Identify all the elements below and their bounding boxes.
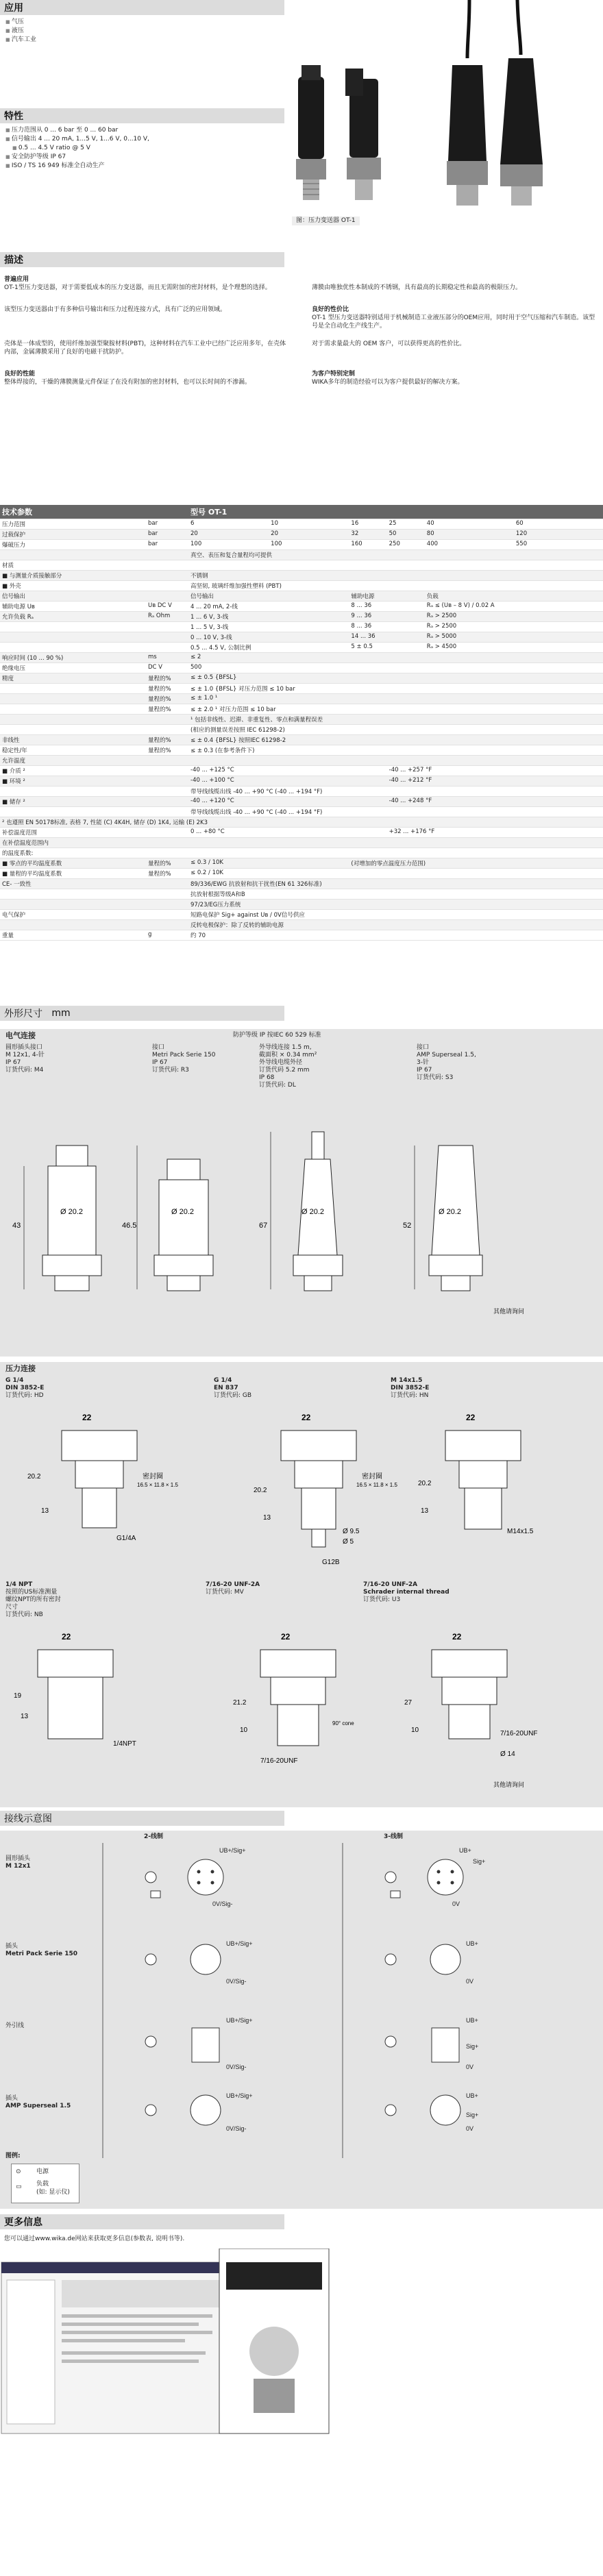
electrical-title: 电气连接 — [5, 1031, 36, 1040]
pin-label: UB+/Sig+ — [219, 1847, 246, 1854]
dim-label: 20.2 — [254, 1487, 267, 1494]
spec-unit: 量程的% — [146, 868, 188, 878]
row-text: M 12x1 — [5, 1863, 31, 1870]
spec-label: 允许负载 Rₐ — [0, 611, 146, 621]
conn-text: DIN 3852-E — [391, 1385, 430, 1391]
spec-cell: 160 — [349, 539, 386, 549]
feature-item: ■ ISO / TS 16 949 标准全自动生产 — [5, 162, 284, 171]
app-item: ■ 液压 — [5, 27, 603, 36]
spec-note: ² 也遵照 EN 50178标准, 表格 7, 性能 (C) 4K4H, 储存 (D) 1K4, 运输 (E) 2K3 — [0, 817, 603, 827]
legend-load-icon: ▭ — [16, 2183, 22, 2190]
conn-text: 订货代码 5.2 mm — [259, 1067, 310, 1074]
height-label-3: 67 — [259, 1222, 268, 1230]
spec-value: 高坚韧, 玻璃纤维加强性塑料 (PBT) — [188, 580, 603, 591]
spec-cell: 40 — [425, 519, 514, 529]
pconn-nb-info — [5, 1581, 61, 1619]
key-size-6: 22 — [452, 1632, 462, 1642]
spec-cell: 0 ... 10 V, 3-线 — [188, 632, 349, 642]
legend-load-note: (如: 显示仪) — [36, 2189, 70, 2196]
spec-value: -40 ... +248 °F — [387, 796, 603, 806]
spec-value: ≤ ± 0.3 (在参考条件下) — [188, 745, 603, 755]
pin-label: UB+/Sig+ — [226, 1940, 253, 1947]
spec-cell: 20 — [188, 529, 269, 539]
spec-heading: 技术参数 — [0, 505, 188, 519]
conn-text: EN 837 — [214, 1385, 238, 1391]
pin-label: 0V/Sig- — [226, 1978, 247, 1985]
spec-label: 信号输出 — [0, 591, 146, 601]
conn-text: G 1/4 — [5, 1377, 24, 1384]
spec-note: ¹ 包括非线性、迟滞、非重复性、零点和满量程误差 — [188, 714, 603, 724]
conn-text: 外导线连接 1.5 m, — [259, 1044, 312, 1051]
spec-label: ■ 介质 ² — [0, 765, 146, 776]
thread-label: G12B — [322, 1559, 340, 1566]
more-info-section — [0, 2214, 603, 2246]
conn-text: 7/16-20 UNF-2A — [363, 1581, 418, 1588]
wiring-heading: 接线示意图 — [0, 1811, 284, 1826]
conn-text: 订货代码: HD — [5, 1392, 44, 1399]
spec-label: ■ 外壳 — [0, 580, 146, 591]
dimensions-heading — [0, 1006, 284, 1021]
spec-cell: 60 — [514, 519, 603, 529]
spec-value: 89/336/EWG 抗放射和抗干扰性(EN 61 326标准) — [188, 878, 603, 889]
dim-label: 10 — [411, 1726, 419, 1734]
spec-value: -40 ... +257 °F — [387, 765, 603, 776]
conn-text: 螺纹NPT的所有密封 — [5, 1596, 61, 1603]
key-size-3: 22 — [466, 1413, 476, 1422]
electrical-connections-panel — [0, 1029, 603, 1357]
conn-cable-info — [259, 1044, 317, 1089]
diam-label: Ø 5 — [343, 1538, 354, 1546]
pressure-title: 压力连接 — [5, 1364, 36, 1373]
spec-note: 真空、表压和复合量程均可提供 — [188, 549, 603, 560]
features-list — [0, 126, 284, 171]
conn-text: 尺寸 — [5, 1604, 19, 1611]
conn-text: 截面积 × 0.34 mm² — [259, 1052, 317, 1058]
spec-cell: 250 — [387, 539, 425, 549]
spec-value: -40 ... +100 °C — [188, 776, 387, 786]
more-info-heading: 更多信息 — [0, 2214, 284, 2229]
spec-cell: Rₐ ≤ (Uʙ – 8 V) / 0.02 A — [425, 601, 603, 611]
dim-label: 13 — [421, 1507, 429, 1515]
dimensions-title: 外形尺寸 — [4, 1008, 42, 1019]
spec-value: ≤ 0.2 / 10K — [188, 868, 603, 878]
dim-label: 27 — [404, 1699, 413, 1707]
spec-unit: DC V — [146, 662, 188, 673]
spec-unit: 量程的% — [146, 745, 188, 755]
diam-label-4: Ø 20.2 — [439, 1208, 462, 1216]
seal-label: 密封圈 — [362, 1473, 382, 1481]
legend-power-icon: ⊙ — [16, 2168, 21, 2175]
pressure-connections-panel — [0, 1362, 603, 1807]
pin-label: UB+/Sig+ — [226, 2092, 253, 2099]
legend-power: 电源 — [36, 2168, 49, 2175]
conn-text: Metri Pack Serie 150 — [152, 1052, 216, 1058]
desc-text: OT-1 型压力变送器特别适用于机械制造工业液压部分的OEM应用，同时用于空气压缩和汽车制造。该型号是全自动化生产线生产。 — [312, 314, 595, 330]
spec-label: ■ 储存 ² — [0, 796, 146, 806]
conn-text: G 1/4 — [214, 1377, 232, 1384]
spec-cell: bar — [146, 539, 188, 549]
wiring-diagrams — [0, 1843, 603, 2158]
thread-label: G1/4A — [116, 1535, 136, 1542]
desc-text: 对于需求量最大的 OEM 客户，可以获得更高的性价比。 — [312, 340, 466, 347]
pin-label: Sig+ — [473, 1858, 486, 1865]
pin-label: UB+ — [466, 1940, 478, 1947]
conn-text: 按照的US标准测量 — [5, 1589, 58, 1596]
feature-item: ■ 安全防护等级 IP 67 — [5, 153, 284, 162]
spec-cell: 80 — [425, 529, 514, 539]
spec-cell: 50 — [387, 529, 425, 539]
dimensions-unit: mm — [51, 1008, 71, 1019]
cone-label: 90° cone — [332, 1720, 354, 1726]
product-caption: 图：压力变送器 OT-1 — [292, 216, 360, 225]
spec-value: -40 ... +212 °F — [387, 776, 603, 786]
spec-unit: ms — [146, 652, 188, 662]
description-section — [0, 252, 603, 391]
spec-label: 非线性 — [0, 734, 146, 745]
spec-cell: 爆破压力 — [0, 539, 146, 549]
legend-load: 负载 — [36, 2181, 49, 2188]
spec-value: ≤ 0.3 / 10K — [188, 858, 349, 868]
application-heading: 应用 — [0, 0, 284, 15]
spec-label: 电气保护 — [0, 909, 146, 919]
spec-value: 反转电极保护：除了反转的辅助电源 — [188, 919, 603, 930]
spec-section — [0, 505, 603, 941]
three-wire-title: 3-线制 — [384, 1833, 403, 1840]
more-info-text: 您可以通过www.wika.de网站来获取更多信息(参数表, 说明书等). — [4, 2236, 185, 2242]
seal-label: 密封圈 — [143, 1473, 163, 1481]
conn-metripack-info — [152, 1044, 215, 1074]
seal-size: 16.5 × 11.8 × 1.5 — [137, 1482, 178, 1488]
conn-text: AMP Superseal 1.5, — [417, 1052, 476, 1058]
spec-cell: bar — [146, 519, 188, 529]
spec-unit: 量程的% — [146, 683, 188, 693]
diam-label-2: Ø 20.2 — [171, 1208, 195, 1216]
spec-value: 短路电保护 Sig+ against Uʙ / 0V信号供应 — [188, 909, 603, 919]
spec-value: ≤ ± 2.0 ¹ 对压力范围 ≤ 10 bar — [188, 704, 603, 714]
spec-label: 重量 — [0, 930, 146, 940]
features-section — [0, 108, 603, 171]
conn-text: 订货代码: NB — [5, 1611, 43, 1618]
feature-item: ■ 信号输出 4 ... 20 mA, 1...5 V, 1...6 V, 0...10 V, — [5, 135, 284, 144]
dim-label: 19 — [14, 1692, 22, 1700]
spec-label: 补偿温度范围 — [0, 827, 146, 837]
spec-cell: 550 — [514, 539, 603, 549]
spec-cell: 16 — [349, 519, 386, 529]
pin-label: UB+ — [466, 2092, 478, 2099]
spec-unit: Rₐ Ohm — [146, 611, 188, 621]
spec-cell: 1 ... 5 V, 3-线 — [188, 621, 349, 632]
spec-unit: Uʙ DC V — [146, 601, 188, 611]
dim-label: 20.2 — [418, 1480, 432, 1487]
row-text: 插头 — [5, 2095, 19, 2102]
other-note-2: 其他请询问 — [493, 1781, 525, 1788]
row-text: 插头 — [5, 1943, 19, 1950]
conn-text: 订货代码: S3 — [417, 1074, 454, 1081]
conn-text: 订货代码: R3 — [152, 1067, 189, 1074]
conn-text: 订货代码: MV — [206, 1589, 244, 1596]
key-size-5: 22 — [281, 1632, 291, 1642]
spec-value: ≤ ± 1.0 ¹ — [188, 693, 603, 704]
spec-unit: 量程的% — [146, 734, 188, 745]
diam-label: Ø 14 — [500, 1750, 515, 1758]
conn-text: IP 67 — [417, 1067, 432, 1074]
spec-value: ≤ ± 1.0 {BFSL} 对压力范围 ≤ 10 bar — [188, 683, 603, 693]
dim-label: 13 — [263, 1514, 271, 1522]
spec-cell: 压力范围 — [0, 519, 146, 529]
spec-cell: 5 ± 0.5 — [349, 642, 424, 652]
spec-cell: 4 ... 20 mA, 2-线 — [188, 601, 349, 611]
spec-note: (相应的测量误差按照 IEC 61298-2) — [188, 724, 603, 734]
spec-label: ■ 零点的平均温度系数 — [0, 858, 146, 868]
ip-note: 防护等级 IP 按IEC 60 529 标准 — [233, 1032, 321, 1039]
conn-text: 订货代码: HN — [391, 1392, 429, 1399]
two-wire-title: 2-线制 — [144, 1833, 163, 1840]
spec-label: 辅助电源 Uʙ — [0, 601, 146, 611]
conn-text: 圆形插头接口 — [5, 1044, 43, 1051]
spec-cell: 8 ... 36 — [349, 621, 424, 632]
pconn-hd-info — [5, 1377, 44, 1400]
feature-item: ■ 0.5 ... 4.5 V ratio @ 5 V — [5, 144, 284, 153]
dim-label: 21.2 — [233, 1699, 247, 1707]
pin-label: 0V — [466, 2125, 474, 2132]
dim-label: 13 — [41, 1507, 49, 1515]
row-text: AMP Superseal 1.5 — [5, 2103, 71, 2109]
conn-text: 外导线电缆外径 — [259, 1059, 303, 1066]
pin-label: 0V/Sig- — [226, 2064, 247, 2070]
spec-value: 500 — [188, 662, 603, 673]
pconn-u3-info — [363, 1581, 450, 1604]
conn-text: 订货代码: U3 — [363, 1596, 401, 1603]
conn-text: 接口 — [417, 1044, 430, 1051]
spec-value: +32 ... +176 °F — [387, 827, 603, 837]
spec-value: 不锈钢 — [188, 570, 603, 580]
conn-text: 3-针 — [417, 1059, 429, 1066]
spec-cell: 400 — [425, 539, 514, 549]
spec-cell: Rₐ > 4500 — [425, 642, 603, 652]
conn-text: 接口 — [152, 1044, 165, 1051]
spec-unit: 量程的% — [146, 693, 188, 704]
key-size-1: 22 — [82, 1413, 92, 1422]
pin-label: 0V — [452, 1900, 460, 1907]
diam-label: Ø 9.5 — [343, 1528, 360, 1535]
electrical-drawings — [0, 1118, 603, 1351]
spec-unit: 量程的% — [146, 673, 188, 683]
spec-model: 型号 OT-1 — [188, 505, 603, 519]
thread-label: 1/4NPT — [113, 1740, 136, 1748]
spec-unit: 量程的% — [146, 704, 188, 714]
desc-text: OT-1型压力变送器，对于需要低成本的压力变送器，而且无需附加的密封材料，是个理想的选择。 — [4, 284, 271, 291]
features-heading: 特性 — [0, 108, 284, 123]
spec-value: -40 ... +120 °C — [188, 796, 387, 806]
spec-note: 带导线线缆出线 -40 ... +90 °C (-40 ... +194 °F) — [188, 806, 603, 817]
wiring-section — [0, 1811, 603, 1826]
conn-text: M 12x1, 4-针 — [5, 1052, 45, 1058]
spec-label: 稳定性/年 — [0, 745, 146, 755]
conn-m12-info — [5, 1044, 45, 1074]
spec-value: ≤ 2 — [188, 652, 603, 662]
spec-cell: 100 — [188, 539, 269, 549]
pressure-drawings-top — [0, 1403, 603, 1574]
conn-text: 订货代码: M4 — [5, 1067, 44, 1074]
pin-label: 0V — [466, 2064, 474, 2070]
spec-cell: 10 — [269, 519, 349, 529]
thread-label: 7/16-20UNF — [260, 1757, 298, 1765]
conn-text: IP 67 — [152, 1059, 168, 1066]
desc-text: 薄膜由唯独优性本制成的不锈钢，具有最高的长期稳定性和最高的极限压力。 — [312, 284, 522, 291]
other-note: 其他请询问 — [493, 1308, 525, 1315]
dim-label: 20.2 — [27, 1473, 41, 1481]
spec-label: 允许温度 — [0, 755, 146, 765]
spec-value: 0 ... +80 °C — [188, 827, 387, 837]
spec-cell: 32 — [349, 529, 386, 539]
spec-cell: 1 ... 6 V, 3-线 — [188, 611, 349, 621]
desc-title: 为客户特别定制 — [312, 371, 356, 377]
app-item: ■ 气压 — [5, 18, 603, 27]
spec-label: 的温度系数: — [0, 847, 146, 858]
spec-label: ■ 量程的平均温度系数 — [0, 868, 146, 878]
desc-text: 壳体是一体成型的，使用纤维加强型聚胺材料(PBT)，这种材料在汽车工业中已经广泛应用多年，在壳体内部，金属薄膜采用了良好的电磁干扰防护。 — [4, 340, 286, 356]
height-label-1: 43 — [12, 1222, 21, 1230]
seal-size: 16.5 × 11.8 × 1.5 — [356, 1482, 397, 1488]
spec-cell: 8 ... 36 — [349, 601, 424, 611]
conn-text: 订货代码: DL — [259, 1082, 296, 1089]
pin-label: UB+/Sig+ — [226, 2017, 253, 2024]
conn-text: M 14x1.5 — [391, 1377, 423, 1384]
spec-cell: 100 — [269, 539, 349, 549]
conn-text: Schrader internal thread — [363, 1589, 450, 1596]
spec-unit: 量程的% — [146, 858, 188, 868]
conn-amp-info — [417, 1044, 476, 1082]
spec-cell: 14 ... 36 — [349, 632, 424, 642]
spec-value: 抗放射根据等级A和B — [188, 889, 603, 899]
spec-cell: Rₐ > 2500 — [425, 621, 603, 632]
spec-label: CE- 一致性 — [0, 878, 146, 889]
pin-label: UB+ — [459, 1847, 471, 1854]
spec-cell: 20 — [269, 529, 349, 539]
legend-box — [11, 2164, 79, 2203]
row-text: 圆形插头 — [5, 1855, 31, 1862]
spec-label: 响应时间 (10 ... 90 %) — [0, 652, 146, 662]
conn-text: 7/16-20 UNF-2A — [206, 1581, 260, 1588]
conn-text: IP 68 — [259, 1074, 275, 1081]
pin-label: 0V/Sig- — [226, 2125, 247, 2132]
spec-value: ≤ ± 0.4 {BFSL} 按照IEC 61298-2 — [188, 734, 603, 745]
desc-text: 整体焊接的，干燥的薄膜测量元件保证了在没有附加的密封材料，也可以长时间的不渗漏。 — [4, 379, 251, 386]
pconn-gb-info — [214, 1377, 251, 1400]
key-size-2: 22 — [302, 1413, 311, 1422]
spec-cell: 0.5 ... 4.5 V, 公制比例 — [188, 642, 349, 652]
wiring-panel — [0, 1831, 603, 2209]
pin-label: Sig+ — [466, 2111, 479, 2118]
key-size-4: 22 — [62, 1632, 71, 1642]
row-text: 外引线 — [5, 2022, 25, 2029]
spec-value: 97/23/EG压力系统 — [188, 899, 603, 909]
spec-note: (对增加的零点温度压力范围) — [349, 858, 603, 868]
spec-label: 材质 — [0, 560, 146, 570]
spec-value: -40 ... +125 °C — [188, 765, 387, 776]
desc-text: WIKA多年的制造经验可以为客户提供最好的解决方案。 — [312, 379, 464, 386]
desc-title: 良好的性价比 — [312, 306, 349, 313]
spec-unit: g — [146, 930, 188, 940]
conn-text: 订货代码: GB — [214, 1392, 252, 1399]
pin-label: 0V/Sig- — [212, 1900, 233, 1907]
legend-title: 图例: — [5, 2153, 21, 2159]
pconn-mv-info — [206, 1581, 260, 1596]
spec-cell: 信号输出 — [188, 591, 349, 601]
app-item: ■ 汽车工业 — [5, 36, 603, 45]
feature-item: ■ 压力范围从 0 ... 6 bar 至 0 ... 60 bar — [5, 126, 284, 135]
pconn-hn-info — [391, 1377, 429, 1400]
spec-cell: 120 — [514, 529, 603, 539]
desc-text: 该型压力变送器由于有多种信号输出和压力过程连接方式，具有广泛的应用领域。 — [4, 306, 227, 313]
spec-label: 在补偿温度范围内 — [0, 837, 146, 847]
spec-cell: 辅助电源 — [349, 591, 424, 601]
spec-table — [0, 505, 603, 941]
dim-label: 13 — [21, 1713, 29, 1720]
spec-note: 带导线线缆出线 -40 ... +90 °C (-40 ... +194 °F) — [188, 786, 603, 796]
spec-cell: 6 — [188, 519, 269, 529]
conn-text: 1/4 NPT — [5, 1581, 33, 1588]
spec-value: 约 70 — [188, 930, 603, 940]
spec-cell: Rₐ > 5000 — [425, 632, 603, 642]
dim-label: 10 — [240, 1726, 248, 1734]
conn-text: DIN 3852-E — [5, 1385, 45, 1391]
spec-label: ■ 与测量介质接触部分 — [0, 570, 146, 580]
spec-cell: 25 — [387, 519, 425, 529]
spec-value: ≤ ± 0.5 {BFSL} — [188, 673, 603, 683]
spec-label: ■ 环境 ² — [0, 776, 146, 786]
pin-label: UB+ — [466, 2017, 478, 2024]
pin-label: 0V — [466, 1978, 474, 1985]
spec-cell: Rₐ > 2500 — [425, 611, 603, 621]
diam-label-3: Ø 20.2 — [302, 1208, 325, 1216]
row-text: Metri Pack Serie 150 — [5, 1950, 78, 1957]
spec-label: 精度 — [0, 673, 146, 683]
desc-title: 普遍应用 — [4, 276, 29, 283]
spec-cell: 过载保护 — [0, 529, 146, 539]
spec-cell: bar — [146, 529, 188, 539]
desc-title: 良好的性能 — [4, 371, 36, 377]
brochure-screenshot — [0, 2249, 370, 2440]
spec-cell: 负载 — [425, 591, 603, 601]
description-heading: 描述 — [0, 252, 284, 267]
spec-label: 绝缘电压 — [0, 662, 146, 673]
conn-text: IP 67 — [5, 1059, 21, 1066]
pressure-drawings-bottom — [0, 1622, 603, 1804]
spec-cell: 9 ... 36 — [349, 611, 424, 621]
thread-label: M14x1.5 — [507, 1528, 534, 1535]
height-label-4: 52 — [403, 1222, 412, 1230]
diam-label-1: Ø 20.2 — [60, 1208, 84, 1216]
height-label-2: 46.5 — [122, 1222, 137, 1230]
dimensions-section — [0, 1006, 603, 1021]
pin-label: Sig+ — [466, 2043, 479, 2050]
thread-label: 7/16-20UNF — [500, 1730, 538, 1737]
